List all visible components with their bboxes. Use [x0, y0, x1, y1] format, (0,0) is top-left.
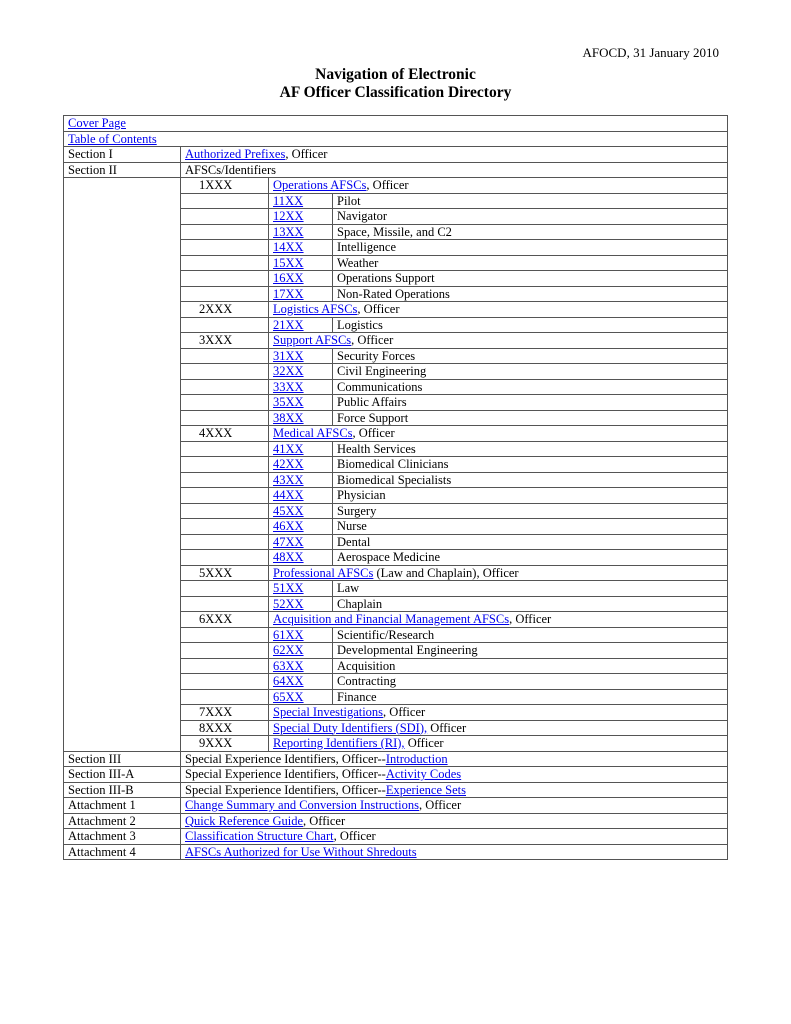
link-suffix: Officer: [427, 720, 467, 735]
section-label: Attachment 2: [64, 813, 181, 829]
afsc-name: Force Support: [333, 410, 728, 426]
afsc-name: Logistics: [333, 317, 728, 333]
afsc-name: Law: [333, 581, 728, 597]
table-row: [64, 519, 728, 535]
afsc-name: Nurse: [333, 519, 728, 535]
section-ii-spacer: [64, 658, 181, 674]
table-row: [64, 193, 728, 209]
afsc-code-cell: [269, 550, 333, 566]
link-suffix: Officer: [404, 736, 444, 750]
section-ii-spacer: [64, 224, 181, 240]
table-row: [64, 674, 728, 690]
link-suffix: , Officer: [383, 705, 426, 719]
section-link[interactable]: AFSCs Authorized for Use Without Shredouts: [185, 844, 417, 859]
table-row: [64, 457, 728, 473]
afsc-code-link[interactable]: 48XX: [273, 550, 304, 564]
afsc-code-cell: [269, 317, 333, 333]
table-row: [64, 162, 728, 178]
section-content: AFSCs/Identifiers: [181, 162, 728, 178]
table-row: [64, 720, 728, 736]
link-suffix: , Officer: [366, 178, 409, 192]
afsc-name: Navigator: [333, 209, 728, 225]
group-spacer: [181, 674, 269, 690]
table-row: [64, 178, 728, 194]
table-row: [64, 798, 728, 814]
table-row: [64, 736, 728, 752]
table-row: [64, 147, 728, 163]
afsc-code-link[interactable]: 21XX: [273, 317, 304, 332]
section-label: Attachment 3: [64, 829, 181, 845]
group-title: [269, 302, 728, 318]
afsc-code-link[interactable]: 33XX: [273, 379, 304, 394]
group-spacer: [181, 581, 269, 597]
afsc-code-link[interactable]: 52XX: [273, 596, 304, 611]
section-ii-spacer: [64, 643, 181, 659]
section-content: [181, 813, 728, 829]
section-ii-spacer: [64, 178, 181, 194]
section-label: Attachment 1: [64, 798, 181, 814]
group-link[interactable]: Special Duty Identifiers (SDI),: [273, 720, 428, 735]
afsc-code-link[interactable]: 65XX: [273, 689, 304, 704]
afsc-code-link[interactable]: 32XX: [273, 364, 304, 378]
section-ii-spacer: [64, 534, 181, 550]
group-link[interactable]: Support AFSCs: [273, 333, 352, 347]
section-label: Attachment 4: [64, 844, 181, 860]
afsc-code-link[interactable]: 62XX: [273, 643, 304, 657]
section-ii-spacer: [64, 550, 181, 566]
afsc-code-cell: [269, 271, 333, 287]
group-title: [269, 426, 728, 442]
afsc-name: Weather: [333, 255, 728, 271]
table-row: [64, 488, 728, 504]
section-ii-spacer: [64, 193, 181, 209]
table-row: [64, 705, 728, 721]
section-ii-spacer: [64, 395, 181, 411]
group-code: 6XXX: [181, 612, 269, 628]
afsc-name: Biomedical Clinicians: [333, 457, 728, 473]
link-prefix: Special Experience Identifiers, Officer--: [185, 767, 386, 781]
group-spacer: [181, 271, 269, 287]
cover-page-cell: [64, 116, 728, 132]
afsc-code-cell: [269, 596, 333, 612]
group-link[interactable]: Special Investigations: [273, 705, 384, 719]
table-row: [64, 643, 728, 659]
table-row: [64, 813, 728, 829]
afsc-code-cell: [269, 193, 333, 209]
table-row: [64, 395, 728, 411]
afsc-code-cell: [269, 658, 333, 674]
afsc-code-cell: [269, 689, 333, 705]
section-label: Section III-B: [64, 782, 181, 798]
section-label: Section III: [64, 751, 181, 767]
afsc-code-cell: [269, 379, 333, 395]
group-spacer: [181, 658, 269, 674]
afsc-code-cell: [269, 581, 333, 597]
afsc-code-link[interactable]: 15XX: [273, 255, 304, 270]
section-ii-spacer: [64, 271, 181, 287]
section-content: [181, 147, 728, 163]
title-line-1: Navigation of Electronic: [315, 66, 476, 83]
group-link[interactable]: Acquisition and Financial Management AFSCs: [273, 612, 510, 626]
afsc-name: Non-Rated Operations: [333, 286, 728, 302]
table-row: [64, 627, 728, 643]
section-ii-spacer: [64, 286, 181, 302]
afsc-name: Public Affairs: [333, 395, 728, 411]
group-code: 5XXX: [181, 565, 269, 581]
afsc-code-cell: [269, 457, 333, 473]
group-title: [269, 736, 728, 752]
section-ii-spacer: [64, 457, 181, 473]
section-ii-spacer: [64, 596, 181, 612]
afsc-name: Acquisition: [333, 658, 728, 674]
section-ii-spacer: [64, 488, 181, 504]
section-ii-spacer: [64, 426, 181, 442]
afsc-code-cell: [269, 488, 333, 504]
table-row: [64, 209, 728, 225]
table-row: [64, 379, 728, 395]
group-spacer: [181, 472, 269, 488]
afsc-code-link[interactable]: 13XX: [273, 224, 304, 239]
table-row: [64, 565, 728, 581]
afsc-code-cell: [269, 410, 333, 426]
table-row: [64, 658, 728, 674]
afsc-code-link[interactable]: 64XX: [273, 674, 304, 688]
afsc-code-link[interactable]: 14XX: [273, 240, 304, 254]
group-spacer: [181, 643, 269, 659]
afsc-code-link[interactable]: 47XX: [273, 534, 304, 549]
afsc-name: Space, Missile, and C2: [333, 224, 728, 240]
cover-page-link[interactable]: Cover Page: [68, 116, 126, 130]
afsc-code-link[interactable]: 17XX: [273, 286, 304, 301]
table-row: [64, 224, 728, 240]
afsc-code-link[interactable]: 31XX: [273, 348, 304, 363]
afsc-code-link[interactable]: 35XX: [273, 395, 304, 409]
group-spacer: [181, 441, 269, 457]
afsc-code-cell: [269, 534, 333, 550]
section-ii-spacer: [64, 240, 181, 256]
afsc-name: Security Forces: [333, 348, 728, 364]
section-content: [181, 782, 728, 798]
group-title: [269, 720, 728, 736]
link-suffix: , Officer: [333, 829, 376, 843]
table-row: [64, 131, 728, 147]
section-ii-spacer: [64, 255, 181, 271]
table-row: [64, 302, 728, 318]
afsc-code-link[interactable]: 44XX: [273, 488, 304, 502]
section-content: [181, 844, 728, 860]
afsc-name: Pilot: [333, 193, 728, 209]
afsc-name: Biomedical Specialists: [333, 472, 728, 488]
group-spacer: [181, 689, 269, 705]
section-ii-spacer: [64, 689, 181, 705]
afsc-code-link[interactable]: 41XX: [273, 441, 304, 456]
table-row: [64, 410, 728, 426]
afsc-code-link[interactable]: 51XX: [273, 581, 304, 595]
afsc-code-cell: [269, 209, 333, 225]
section-label: Section II: [64, 162, 181, 178]
section-link[interactable]: Introduction: [385, 751, 448, 766]
afsc-code-cell: [269, 674, 333, 690]
table-row: [64, 844, 728, 860]
group-spacer: [181, 317, 269, 333]
section-ii-spacer: [64, 410, 181, 426]
group-spacer: [181, 550, 269, 566]
link-prefix: Special Experience Identifiers, Officer--: [185, 751, 386, 766]
afsc-name: Physician: [333, 488, 728, 504]
section-ii-spacer: [64, 379, 181, 395]
link-prefix: Special Experience Identifiers, Officer--: [185, 782, 386, 797]
afsc-name: Operations Support: [333, 271, 728, 287]
afsc-name: Contracting: [333, 674, 728, 690]
table-row: [64, 441, 728, 457]
group-spacer: [181, 209, 269, 225]
section-content: [181, 829, 728, 845]
table-row: [64, 348, 728, 364]
group-code: 7XXX: [181, 705, 269, 721]
afsc-name: Civil Engineering: [333, 364, 728, 380]
section-link[interactable]: Change Summary and Conversion Instructions: [185, 798, 419, 812]
table-row: [64, 550, 728, 566]
section-ii-spacer: [64, 472, 181, 488]
afsc-name: Aerospace Medicine: [333, 550, 728, 566]
afsc-name: Health Services: [333, 441, 728, 457]
link-suffix: , Officer: [357, 302, 400, 316]
group-title: [269, 705, 728, 721]
group-spacer: [181, 503, 269, 519]
section-content: [181, 751, 728, 767]
table-row: [64, 782, 728, 798]
table-row: [64, 255, 728, 271]
section-ii-spacer: [64, 627, 181, 643]
section-ii-spacer: [64, 317, 181, 333]
link-suffix: , Officer: [352, 426, 395, 440]
section-ii-spacer: [64, 736, 181, 752]
section-ii-spacer: [64, 674, 181, 690]
afsc-code-link[interactable]: 45XX: [273, 503, 304, 518]
group-spacer: [181, 534, 269, 550]
table-row: [64, 240, 728, 256]
afsc-code-link[interactable]: 42XX: [273, 457, 304, 471]
section-link[interactable]: Quick Reference Guide: [185, 813, 303, 828]
afsc-code-link[interactable]: 63XX: [273, 658, 304, 673]
group-spacer: [181, 255, 269, 271]
afsc-code-cell: [269, 224, 333, 240]
section-label: Section III-A: [64, 767, 181, 783]
group-code: 8XXX: [181, 720, 269, 736]
group-spacer: [181, 519, 269, 535]
link-suffix: , Officer: [509, 612, 552, 626]
title-line-2: AF Officer Classification Directory: [279, 84, 512, 101]
link-suffix: , Officer: [351, 333, 394, 347]
section-ii-spacer: [64, 364, 181, 380]
group-code: 3XXX: [181, 333, 269, 349]
section-ii-spacer: [64, 333, 181, 349]
group-code: 4XXX: [181, 426, 269, 442]
table-row: [64, 333, 728, 349]
section-link[interactable]: Classification Structure Chart: [185, 829, 334, 843]
afsc-code-link[interactable]: 61XX: [273, 627, 304, 642]
table-row: [64, 612, 728, 628]
section-content: [181, 767, 728, 783]
afsc-code-link[interactable]: 16XX: [273, 271, 304, 285]
afsc-code-cell: [269, 441, 333, 457]
section-ii-spacer: [64, 612, 181, 628]
link-suffix: (Law and Chaplain), Officer: [373, 565, 519, 580]
table-row: [64, 317, 728, 333]
table-row: [64, 596, 728, 612]
table-row: [64, 829, 728, 845]
table-row: [64, 503, 728, 519]
table-row: [64, 534, 728, 550]
group-link[interactable]: Operations AFSCs: [273, 178, 367, 192]
section-ii-spacer: [64, 503, 181, 519]
group-spacer: [181, 379, 269, 395]
group-spacer: [181, 457, 269, 473]
group-spacer: [181, 348, 269, 364]
group-spacer: [181, 364, 269, 380]
group-spacer: [181, 224, 269, 240]
group-code: 9XXX: [181, 736, 269, 752]
section-link[interactable]: Experience Sets: [385, 782, 466, 797]
afsc-code-cell: [269, 364, 333, 380]
afsc-code-link[interactable]: 12XX: [273, 209, 304, 223]
afsc-code-cell: [269, 395, 333, 411]
afsc-code-cell: [269, 472, 333, 488]
section-ii-spacer: [64, 720, 181, 736]
group-link[interactable]: Logistics AFSCs: [273, 302, 358, 316]
table-row: [64, 767, 728, 783]
afsc-code-cell: [269, 503, 333, 519]
afsc-code-link[interactable]: 11XX: [273, 193, 304, 208]
table-row: [64, 286, 728, 302]
afsc-code-link[interactable]: 38XX: [273, 410, 304, 425]
group-spacer: [181, 410, 269, 426]
afsc-code-cell: [269, 348, 333, 364]
group-spacer: [181, 596, 269, 612]
group-spacer: [181, 395, 269, 411]
group-title: [269, 612, 728, 628]
section-ii-spacer: [64, 209, 181, 225]
section-link[interactable]: Activity Codes: [385, 767, 462, 781]
afsc-code-cell: [269, 240, 333, 256]
table-of-contents-link[interactable]: Table of Contents: [68, 131, 157, 146]
group-spacer: [181, 627, 269, 643]
link-suffix: , Officer: [285, 147, 328, 161]
navigation-table: [63, 115, 728, 860]
section-content: [181, 798, 728, 814]
table-row: [64, 116, 728, 132]
group-spacer: [181, 286, 269, 302]
page-title: [0, 66, 791, 102]
table-row: [64, 364, 728, 380]
group-link[interactable]: Medical AFSCs: [273, 426, 353, 440]
group-title: [269, 333, 728, 349]
group-spacer: [181, 193, 269, 209]
group-code: 2XXX: [181, 302, 269, 318]
table-row: [64, 689, 728, 705]
section-ii-spacer: [64, 441, 181, 457]
section-ii-spacer: [64, 348, 181, 364]
afsc-name: Intelligence: [333, 240, 728, 256]
afsc-code-cell: [269, 643, 333, 659]
afsc-name: Developmental Engineering: [333, 643, 728, 659]
section-ii-spacer: [64, 581, 181, 597]
section-label: Section I: [64, 147, 181, 163]
afsc-name: Finance: [333, 689, 728, 705]
group-code: 1XXX: [181, 178, 269, 194]
group-link[interactable]: Reporting Identifiers (RI),: [273, 736, 405, 750]
afsc-code-cell: [269, 255, 333, 271]
table-row: [64, 426, 728, 442]
afsc-name: Surgery: [333, 503, 728, 519]
afsc-name: Chaplain: [333, 596, 728, 612]
afsc-code-cell: [269, 286, 333, 302]
afsc-name: Scientific/Research: [333, 627, 728, 643]
afsc-code-cell: [269, 627, 333, 643]
document-date: AFOCD, 31 January 2010: [582, 45, 719, 60]
link-suffix: , Officer: [303, 813, 346, 828]
table-row: [64, 271, 728, 287]
group-spacer: [181, 488, 269, 504]
afsc-code-cell: [269, 519, 333, 535]
afsc-code-link[interactable]: 46XX: [273, 519, 304, 533]
authorized-prefixes-link[interactable]: Authorized Prefixes: [185, 147, 286, 161]
section-ii-spacer: [64, 519, 181, 535]
group-link[interactable]: Professional AFSCs: [273, 565, 374, 580]
group-title: [269, 565, 728, 581]
group-spacer: [181, 240, 269, 256]
afsc-code-link[interactable]: 43XX: [273, 472, 304, 487]
link-suffix: , Officer: [419, 798, 462, 812]
afsc-name: Communications: [333, 379, 728, 395]
table-row: [64, 472, 728, 488]
afsc-name: Dental: [333, 534, 728, 550]
table-row: [64, 581, 728, 597]
section-ii-spacer: [64, 302, 181, 318]
table-row: [64, 751, 728, 767]
table-of-contents-cell: [64, 131, 728, 147]
group-title: [269, 178, 728, 194]
section-ii-spacer: [64, 705, 181, 721]
section-ii-spacer: [64, 565, 181, 581]
